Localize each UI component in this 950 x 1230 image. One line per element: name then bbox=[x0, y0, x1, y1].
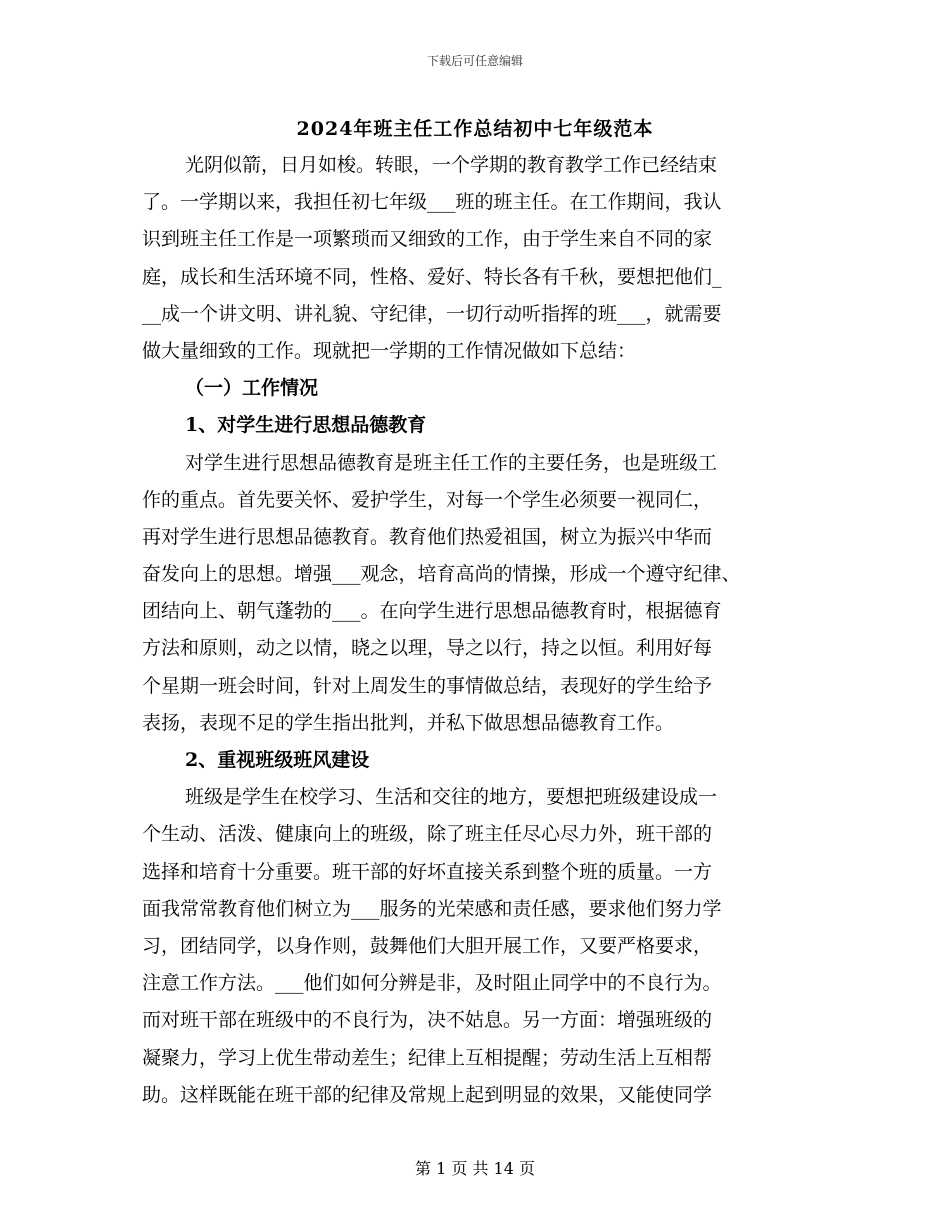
paragraph-line: 庭，成长和生活环境不同，性格、爱好、特长各有千秋，要想把他们_ bbox=[142, 265, 722, 288]
paragraph-line: 选择和培育十分重要。班干部的好坏直接关系到整个班的质量。一方 bbox=[142, 860, 713, 883]
paragraph-line: 个星期一班会时间，针对上周发生的事情做总结，表现好的学生给予 bbox=[142, 674, 713, 697]
section-heading: （一）工作情况 bbox=[185, 377, 319, 400]
paragraph-line: 而对班干部在班级中的不良行为，决不姑息。另一方面：增强班级的 bbox=[142, 1009, 713, 1032]
paragraph-line: 方法和原则，动之以情，晓之以理，导之以行，持之以恒。利用好每 bbox=[142, 637, 713, 660]
paragraph-line: 了。一学期以来，我担任初七年级___班的班主任。在工作期间，我认 bbox=[142, 191, 722, 214]
subsection-heading: 2、重视班级班风建设 bbox=[185, 749, 370, 771]
paragraph-line: 奋发向上的思想。增强___观念，培育高尚的情操，形成一个遵守纪律、 bbox=[142, 563, 741, 586]
subsection-heading: 1、对学生进行思想品德教育 bbox=[185, 414, 427, 437]
paragraph-line: 习，团结同学，以身作则，鼓舞他们大胆开展工作，又要严格要求， bbox=[142, 934, 713, 957]
paragraph-line: 注意工作方法。___他们如何分辨是非，及时阻止同学中的不良行为。 bbox=[142, 972, 722, 995]
paragraph-line: 凝聚力，学习上优生带动差生；纪律上互相提醒；劳动生活上互相帮 bbox=[142, 1046, 713, 1069]
paragraph-line: 做大量细致的工作。现就把一学期的工作情况做如下总结： bbox=[142, 339, 637, 362]
paragraph-line: 识到班主任工作是一项繁琐而又细致的工作，由于学生来自不同的家 bbox=[142, 228, 713, 251]
document-body bbox=[142, 147, 822, 1114]
paragraph-line: 光阴似箭，日月如梭。转眼，一个学期的教育教学工作已经结束 bbox=[185, 154, 718, 176]
paragraph-line: 助。这样既能在班干部的纪律及常规上起到明显的效果，又能使同学 bbox=[142, 1083, 713, 1106]
page-header: 下载后可任意编辑 bbox=[426, 54, 523, 68]
paragraph-line: 表扬，表现不足的学生指出批判，并私下做思想品德教育工作。 bbox=[142, 711, 675, 734]
paragraph-line: 班级是学生在校学习、生活和交往的地方，要想把班级建设成一 bbox=[185, 786, 718, 809]
paragraph-line: 面我常常教育他们树立为___服务的光荣感和责任感，要求他们努力学 bbox=[142, 897, 722, 920]
paragraph-line: 对学生进行思想品德教育是班主任工作的主要任务，也是班级工 bbox=[185, 451, 718, 474]
document-title: 2024年班主任工作总结初中七年级范本 bbox=[296, 118, 654, 140]
paragraph-line: 作的重点。首先要关怀、爱护学生，对每一个学生必须要一视同仁， bbox=[142, 488, 713, 511]
paragraph-line: __成一个讲文明、讲礼貌、守纪律，一切行动听指挥的班___，就需要 bbox=[142, 302, 722, 325]
paragraph-line: 个生动、活泼、健康向上的班级，除了班主任尽心尽力外，班干部的 bbox=[142, 823, 713, 846]
paragraph-line: 团结向上、朝气蓬勃的___。在向学生进行思想品德教育时，根据德育 bbox=[142, 600, 722, 623]
paragraph-line: 再对学生进行思想品德教育。教育他们热爱祖国，树立为振兴中华而 bbox=[142, 525, 713, 548]
page-footer: 第 1 页 共 14 页 bbox=[415, 1159, 535, 1178]
